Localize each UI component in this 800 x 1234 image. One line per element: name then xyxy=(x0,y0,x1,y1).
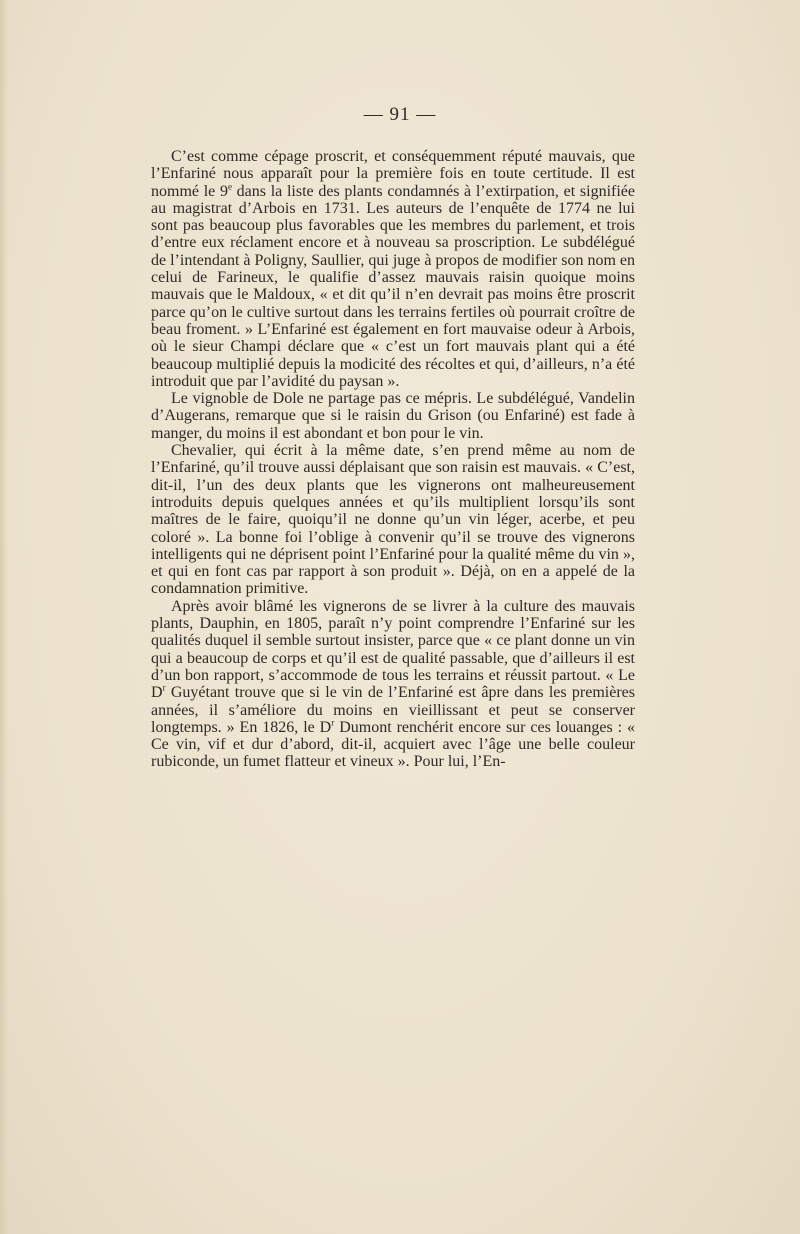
paragraph xyxy=(151,390,635,442)
text-run: Le vignoble de Dole ne partage pas ce mépris. Le subdélégué, Vandelin d’Augerans, remarque que si le raisin du Grison (ou Enfariné) est fade à manger, du moins il est abondant et bon pour le vin. xyxy=(151,390,635,442)
page-number: — 91 — xyxy=(363,104,437,125)
text-run: Dumont renchérit encore sur ces louanges : « Ce vin, vif et dur d’abord, dit-il, acquiert avec l’âge une belle couleur rubiconde, un fumet flatteur et vineux ». Pour lui, l’En- xyxy=(151,718,636,771)
text-run: dans la liste des plants condamnés à l’extirpation, et signifiée au magistrat d’Arbois en 1731. Les auteurs de l’enquête de 1774 ne lui sont pas beaucoup plus favorables que les membres du parlement, et trois d’entre eux réclament encore et à nouveau sa proscription. Le subdélégué de l’intendant à Poligny, Saullier, qui juge à propos de modifier son nom en celui de Farineux, le qualifie d’assez mauvais raisin quoique moins mauvais que le Maldoux, « et dit qu’il n’en devrait pas moins être proscrit parce qu’on le cultive surtout dans les terrains fertiles où pourrait croître de beau froment. » L’Enfariné est également en fort mauvaise odeur à Arbois, où le sieur Champi déclare que « c’est un fort mauvais plant qui a été beaucoup multiplié depuis la modicité des récoltes et qui, d’ailleurs, n’a été introduit que par l’avidité du paysan ». xyxy=(151,182,636,390)
superscript: e xyxy=(227,181,232,192)
paragraph xyxy=(151,598,635,771)
text-run: Chevalier, qui écrit à la même date, s’en prend même au nom de l’Enfariné, qu’il trouve aussi déplaisant que son raisin est mauvais. « C’est, dit-il, l’un des deux plants que les vignerons ont malheureusement introduits depuis quelques années et qu’ils multiplient lorsqu’ils sont maîtres de le faire, quoiqu’il ne donne qu’un vin léger, acerbe, et peu coloré ». La bonne foi l’oblige à convenir qu’il se trouve des vignerons intelligents qui ne déprisent point l’Enfariné pour la qualité même du vin », et qui en font cas par rapport à son produit ». Déjà, on en a appelé de la condamnation primitive. xyxy=(151,442,635,598)
superscript: r xyxy=(331,717,335,728)
text-run: C’est comme cépage proscrit, et conséquemment réputé mauvais, que l’Enfariné nous apparaît pour la première fois en toute certitude. Il est nommé le 9 xyxy=(151,148,635,200)
superscript: r xyxy=(162,682,166,693)
text-run: Guyétant trouve que si le vin de l’Enfariné est âpre dans les premières années, il s’améliore du moins en vieillissant et peut se conserver longtemps. » En 1826, le D xyxy=(151,684,635,736)
paragraph xyxy=(151,148,635,390)
paragraph xyxy=(151,442,635,598)
body-text xyxy=(151,148,635,771)
page-edge xyxy=(0,0,8,1234)
text-run: Après avoir blâmé les vignerons de se livrer à la culture des mauvais plants, Dauphin, en 1805, paraît n’y point comprendre l’Enfariné sur les qualités duquel il semble surtout insister, parce que « ce plant donne un vin qui a beaucoup de corps et qu’il est de qualité passable, que d’ailleurs il est d’un bon rapport, s’accommode de tous les terrains et réussit partout. « Le D xyxy=(151,597,635,702)
